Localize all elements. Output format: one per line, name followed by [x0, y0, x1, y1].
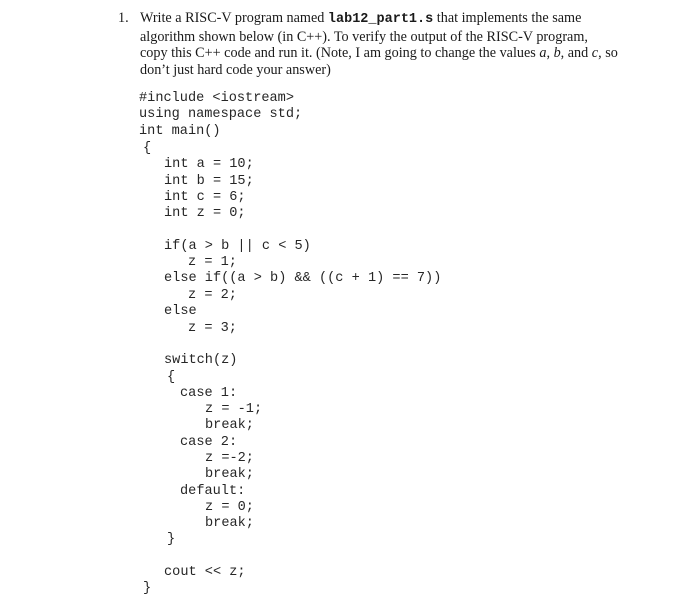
code-line-case-2: case 2:: [180, 435, 238, 450]
code-line-z-neg1: z = -1;: [205, 402, 263, 417]
code-line-include: #include <iostream>: [139, 91, 294, 106]
code-line-close-main: }: [143, 581, 152, 596]
separator-2: , and: [560, 45, 592, 61]
code-line-decl-c: int c = 6;: [164, 190, 246, 205]
variable-a: a: [539, 45, 547, 61]
question-intro: Write a RISC-V program named: [140, 10, 328, 26]
code-line-case-1: case 1:: [180, 386, 238, 401]
code-line-cout: cout << z;: [164, 565, 246, 580]
variable-b: b: [553, 45, 561, 61]
code-line-z-3: z = 3;: [188, 321, 237, 336]
code-line-z-0: z = 0;: [205, 500, 254, 515]
code-line-main: int main(): [139, 124, 221, 139]
code-line-z-neg2: z =-2;: [205, 451, 254, 466]
code-line-break-3: break;: [205, 516, 254, 531]
code-line-else: else: [164, 304, 197, 319]
question-body-1: that implements the same algorithm shown below (in C++). To verify the output of the RISC-V program, copy this C++ code and run it. (Note, I am going to change the values: [140, 10, 588, 61]
separator-1: ,: [546, 45, 554, 61]
question-number: 1.: [118, 10, 129, 26]
code-line-decl-z: int z = 0;: [164, 206, 246, 221]
code-line-switch: switch(z): [164, 353, 238, 368]
program-filename: lab12_part1.s: [327, 12, 434, 27]
code-line-open-main: {: [143, 141, 152, 156]
code-line-z-1: z = 1;: [188, 255, 237, 270]
code-line-decl-b: int b = 15;: [164, 174, 254, 189]
code-line-break-1: break;: [205, 418, 254, 433]
code-line-close-switch: }: [167, 532, 176, 547]
code-line-default: default:: [180, 484, 246, 499]
code-line-else-if: else if((a > b) && ((c + 1) == 7)): [164, 271, 442, 286]
code-line-using: using namespace std;: [139, 107, 303, 122]
code-line-open-switch: {: [167, 370, 176, 385]
code-line-break-2: break;: [205, 467, 254, 482]
variable-c: c: [591, 45, 599, 61]
question-body-2: , so don’t just hard code your answer): [140, 45, 618, 78]
code-line-if: if(a > b || c < 5): [164, 239, 311, 254]
code-line-z-2: z = 2;: [188, 288, 237, 303]
code-line-decl-a: int a = 10;: [164, 157, 254, 172]
